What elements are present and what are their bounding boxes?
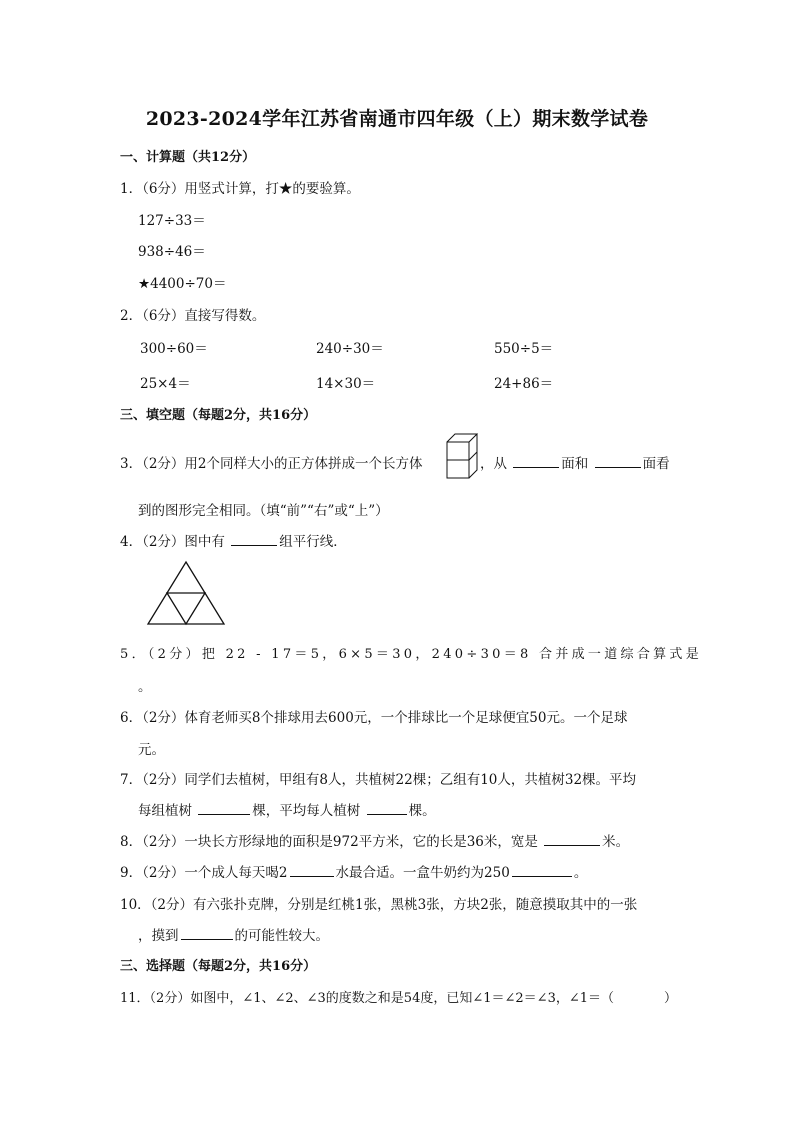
q4-text: 4．（2分）图中有 bbox=[120, 534, 225, 550]
answer-blank[interactable] bbox=[544, 831, 600, 846]
page-title: 2023-2024学年江苏省南通市四年级（上）期末数学试卷 bbox=[145, 108, 649, 130]
answer-blank[interactable] bbox=[367, 800, 407, 815]
q10-line2 bbox=[138, 924, 329, 944]
q8-text: 米。 bbox=[602, 834, 630, 850]
answer-blank[interactable] bbox=[181, 925, 233, 940]
q9-line bbox=[120, 861, 587, 881]
q10-text: ，摸到 bbox=[138, 928, 179, 944]
q7-text: 棵。 bbox=[408, 803, 436, 819]
q2-expr: 24+86＝ bbox=[494, 376, 554, 392]
q5-line2: 。 bbox=[138, 679, 152, 695]
q6-line1: 6．（2分）体育老师买8个排球用去600元，一个排球比一个足球便宜50元。一个足球 bbox=[120, 710, 628, 726]
q10-line1: 10．（2分）有六张扑克牌，分别是红桃1张，黑桃3张，方块2张，随意摸取其中的一张 bbox=[120, 897, 638, 913]
q3-line1-rest bbox=[480, 452, 670, 472]
q4-text: 组平行线． bbox=[279, 534, 347, 550]
q2-expr: 550÷5＝ bbox=[494, 341, 554, 357]
q1-item: 938÷46＝ bbox=[138, 244, 206, 260]
q1-item: ★4400÷70＝ bbox=[138, 276, 227, 292]
q8-line bbox=[120, 830, 629, 850]
q9-text: 。 bbox=[573, 865, 588, 881]
answer-blank[interactable] bbox=[513, 453, 559, 468]
q2-stem: 2．（6分）直接写得数。 bbox=[120, 308, 266, 324]
section-fill-in: 三、填空题（每题2分，共16分） bbox=[120, 408, 317, 423]
answer-blank[interactable] bbox=[198, 800, 250, 815]
q7-text: 棵，平均每人植树 bbox=[252, 803, 361, 819]
q8-text: 8．（2分）一块长方形绿地的面积是972平方米，它的长是36米，宽是 bbox=[120, 834, 538, 850]
q4-line bbox=[120, 530, 347, 550]
answer-blank[interactable] bbox=[595, 453, 641, 468]
q7-line1: 7．（2分）同学们去植树，甲组有8人，共植树22棵；乙组有10人，共植树32棵。平均 bbox=[120, 772, 637, 788]
q11-text: 11．（2分）如图中，∠1、∠2、∠3的度数之和是54度，已知∠1＝∠2＝∠3，∠1＝（ bbox=[120, 991, 615, 1006]
q9-text: 水最合适。一盒牛奶约为250 bbox=[335, 865, 510, 881]
q3-text: 3．（2分）用2个同样大小的正方体拼成一个长方体 bbox=[120, 456, 423, 472]
section-choice: 三、选择题（每题2分，共16分） bbox=[120, 959, 317, 974]
q1-stem: 1．（6分）用竖式计算，打★的要验算。 bbox=[120, 181, 360, 197]
q11-paren: ） bbox=[664, 991, 678, 1006]
q2-expr: 240÷30＝ bbox=[316, 341, 384, 357]
triangle-figure bbox=[146, 560, 226, 626]
q6-line2: 元。 bbox=[138, 742, 165, 758]
q3-line2: 到的图形完全相同。（填“前”“右”或“上”） bbox=[138, 503, 389, 519]
q3-text: 面看 bbox=[642, 456, 670, 472]
q5-line1: 5．（2分）把 22 - 17＝5，6×5＝30，240÷30＝8 合并成一道综合算式是 bbox=[120, 647, 703, 662]
q7-text: 每组植树 bbox=[138, 803, 192, 819]
q3-line1 bbox=[120, 452, 423, 472]
answer-blank[interactable] bbox=[290, 862, 334, 877]
q3-text: ，从 bbox=[480, 456, 507, 472]
q7-line2 bbox=[138, 799, 436, 819]
q2-expr: 300÷60＝ bbox=[140, 341, 208, 357]
q9-text: 9．（2分）一个成人每天喝2 bbox=[120, 865, 288, 881]
cuboid-figure bbox=[446, 432, 478, 480]
section-calculation: 一、计算题（共12分） bbox=[120, 150, 256, 165]
answer-blank[interactable] bbox=[512, 862, 572, 877]
answer-blank[interactable] bbox=[231, 531, 277, 546]
q1-item: 127÷33＝ bbox=[138, 213, 206, 229]
q11-line1 bbox=[120, 987, 614, 1006]
q10-text: 的可能性较大。 bbox=[234, 928, 329, 944]
q2-expr: 25×4＝ bbox=[140, 376, 191, 392]
q2-expr: 14×30＝ bbox=[316, 376, 376, 392]
q3-text: 面和 bbox=[561, 456, 589, 472]
